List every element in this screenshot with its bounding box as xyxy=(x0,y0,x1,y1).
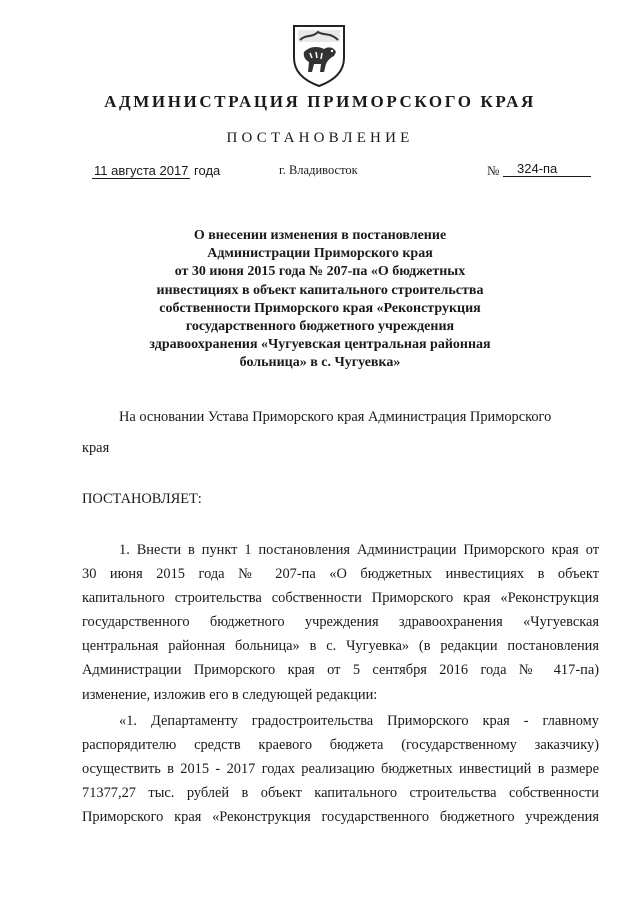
body-line: 71377,27 тыс. рублей в объект капитального строительства собственности xyxy=(82,785,599,801)
title-line: Администрации Приморского края xyxy=(207,246,433,262)
body-line: распорядителю средств краевого бюджета (государственному заказчику) xyxy=(82,737,599,753)
body-line: Администрации Приморского края от 5 сентября 2016 года № 417-па) xyxy=(82,662,599,678)
title-line: О внесении изменения в постановление xyxy=(193,228,447,243)
resolves-heading: ПОСТАНОВЛЯЕТ: xyxy=(82,491,202,507)
basis-paragraph-line: На основании Устава Приморского края Администрация Приморского xyxy=(119,409,552,425)
title-line: от 30 июня 2015 года № 207-па «О бюджетных xyxy=(174,264,466,280)
document-city: г. Владивосток xyxy=(279,163,358,177)
document-type: ПОСТАНОВЛЕНИЕ xyxy=(226,130,414,146)
basis-paragraph-line: края xyxy=(82,440,110,456)
document-title xyxy=(120,227,520,373)
number-label: № xyxy=(487,163,500,178)
title-line: больница» в с. Чугуевка» xyxy=(239,355,401,371)
title-line: инвестициях в объект капитального строительства xyxy=(156,282,484,298)
date-value: 11 августа 2017 xyxy=(94,163,189,178)
organization-heading: АДМИНИСТРАЦИЯ ПРИМОРСКОГО КРАЯ xyxy=(104,92,536,111)
body-line: изменение, изложив его в следующей редакции: xyxy=(82,687,378,703)
document-date xyxy=(92,163,220,178)
body-line: осуществить в 2015 - 2017 годах реализацию бюджетных инвестиций в размере xyxy=(82,761,599,777)
body-line: Приморского края «Реконструкция государственного бюджетного учреждения xyxy=(82,809,599,825)
body-line: 1. Внести в пункт 1 постановления Администрации Приморского края от xyxy=(119,542,599,558)
title-line: государственного бюджетного учреждения xyxy=(185,319,455,335)
title-line: здравоохранения «Чугуевская центральная районная xyxy=(149,337,491,353)
body-line: центральная районная больница» в с. Чугуевка» (в редакции постановления xyxy=(82,638,599,654)
date-suffix: года xyxy=(194,163,221,178)
body-line: капитального строительства собственности Приморского края «Реконструкция xyxy=(82,590,599,606)
document-number: 324-па xyxy=(503,161,591,177)
coat-of-arms-icon xyxy=(290,22,348,88)
body-line: 30 июня 2015 года № 207-па «О бюджетных инвестициях в объект xyxy=(82,566,599,582)
title-line: собственности Приморского края «Реконструкция xyxy=(159,300,481,316)
body-line: «1. Департаменту градостроительства Приморского края - главному xyxy=(119,713,599,729)
body-line: государственного бюджетного учреждения здравоохранения «Чугуевская xyxy=(82,614,599,630)
